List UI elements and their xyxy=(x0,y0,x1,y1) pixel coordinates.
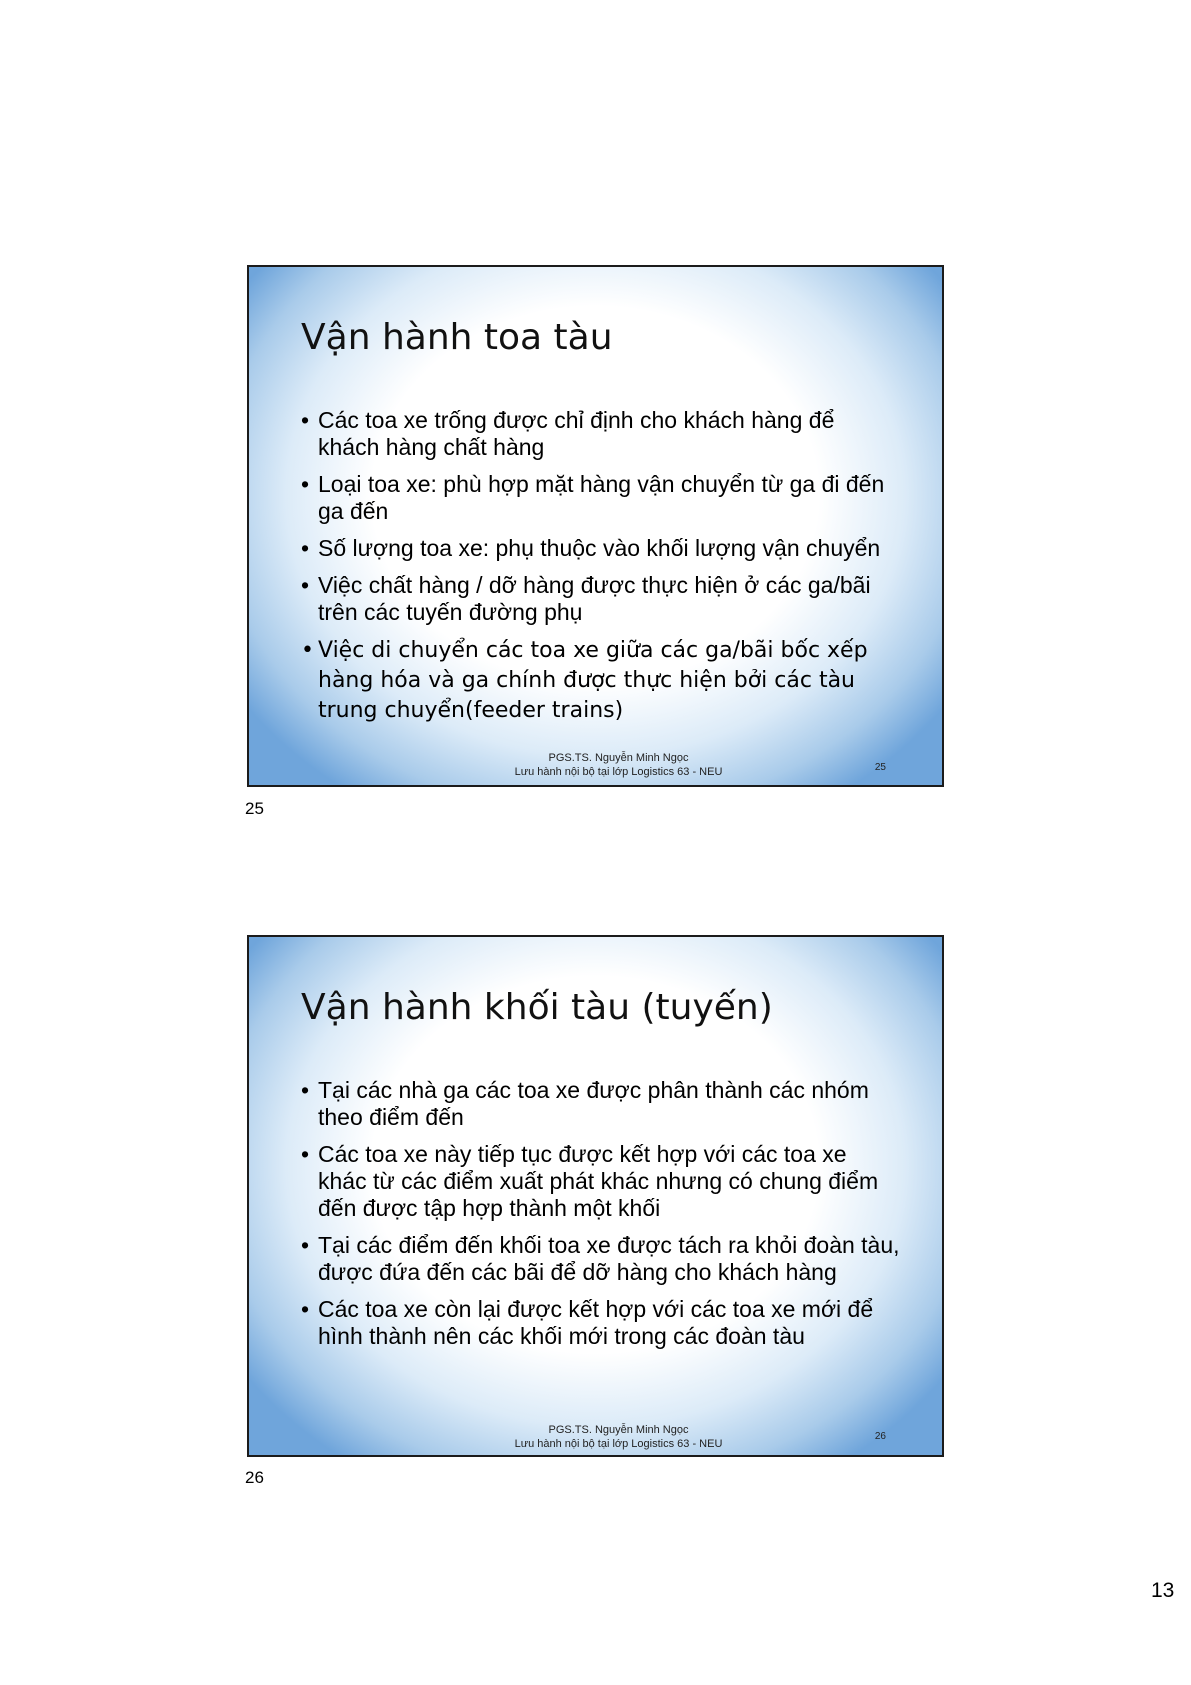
list-item: • Việc chất hàng / dỡ hàng được thực hiện ở các ga/bãi trên các tuyến đường phụ xyxy=(301,572,871,625)
list-item: • Các toa xe trống được chỉ định cho khách hàng để khách hàng chất hàng xyxy=(301,407,835,460)
bullet-icon: • xyxy=(301,638,314,663)
slide-number: 26 xyxy=(874,1431,886,1442)
bullet-icon: • xyxy=(301,407,310,433)
slide-footer xyxy=(249,751,942,779)
slide-25 xyxy=(247,265,944,787)
slide-title: Vận hành khối tàu (tuyến) xyxy=(301,987,773,1028)
bullet-icon: • xyxy=(301,1077,310,1103)
list-item: • Số lượng toa xe: phụ thuộc vào khối lượng vận chuyển xyxy=(301,535,881,561)
bullet-icon: • xyxy=(301,1296,310,1322)
list-item: • Tại các nhà ga các toa xe được phân thành các nhóm theo điểm đến xyxy=(301,1077,869,1130)
footer-author: PGS.TS. Nguyễn Minh Ngọc xyxy=(548,752,689,764)
footer-note: Lưu hành nội bộ tại lớp Logistics 63 - NEU xyxy=(514,1438,723,1450)
list-item: • Các toa xe còn lại được kết hợp với các toa xe mới để hình thành nên các khối mới trong các đoàn tàu xyxy=(301,1296,874,1349)
slide-26 xyxy=(247,935,944,1457)
list-item: • Các toa xe này tiếp tục được kết hợp với các toa xe khác từ các điểm xuất phát khác nhưng có chung điểm đến được tập hợp thành một khối xyxy=(301,1141,879,1221)
list-item: • Loại toa xe: phù hợp mặt hàng vận chuyển từ ga đi đến ga đến xyxy=(301,471,885,524)
bullet-icon: • xyxy=(301,1141,310,1167)
bullet-icon: • xyxy=(301,572,310,598)
list-item: • Việc di chuyển các toa xe giữa các ga/bãi bốc xếp hàng hóa và ga chính được thực hiện bởi các tàu trung chuyển(feeder trains) xyxy=(301,638,868,723)
page-number: 13 xyxy=(1151,1579,1175,1602)
list-item: • Tại các điểm đến khối toa xe được tách ra khỏi đoàn tàu, được đứa đến các bãi để dỡ hàng cho khách hàng xyxy=(301,1232,900,1285)
slide-title: Vận hành toa tàu xyxy=(301,317,613,358)
footer-author: PGS.TS. Nguyễn Minh Ngọc xyxy=(548,1424,689,1436)
footer-note: Lưu hành nội bộ tại lớp Logistics 63 - NEU xyxy=(514,766,723,778)
slide-label: 25 xyxy=(245,799,264,818)
bullet-icon: • xyxy=(301,535,310,561)
slide-footer xyxy=(249,1423,942,1451)
slide-number: 25 xyxy=(874,762,886,773)
bullet-list xyxy=(301,407,901,736)
bullet-icon: • xyxy=(301,471,310,497)
slide-label: 26 xyxy=(245,1468,264,1487)
bullet-icon: • xyxy=(301,1232,310,1258)
bullet-list xyxy=(301,1077,901,1360)
